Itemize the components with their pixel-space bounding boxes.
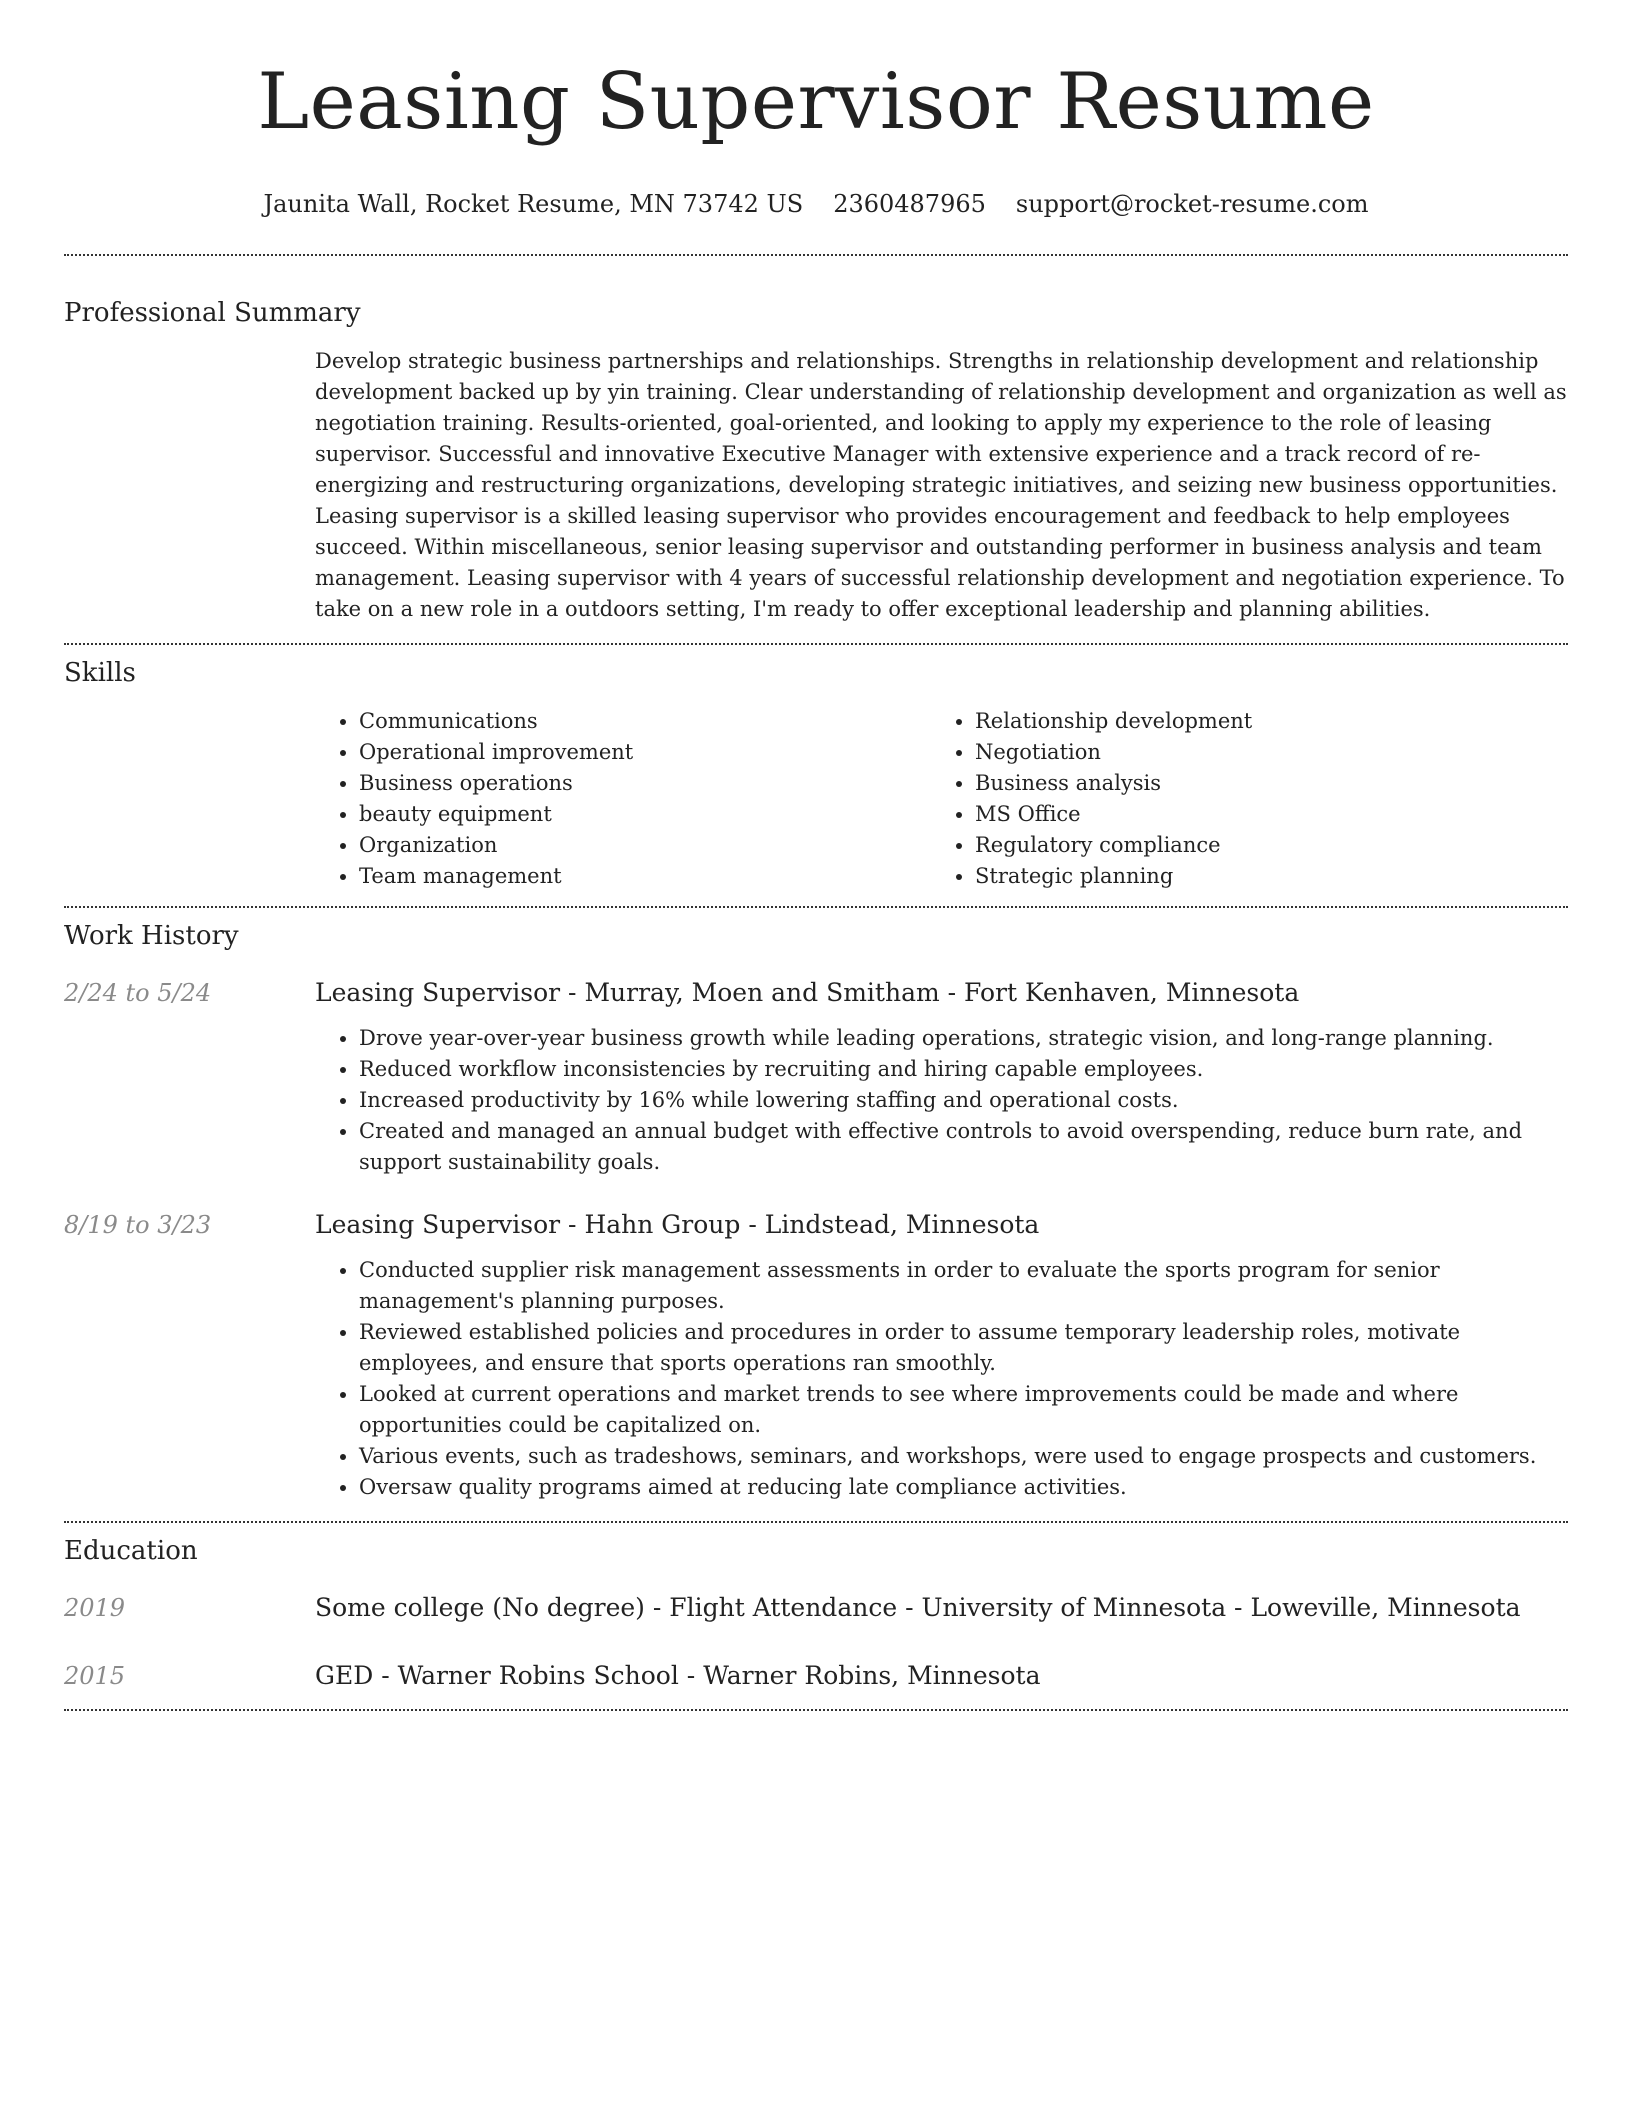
job-dates: 2/24 to 5/24 [64, 979, 212, 1007]
job-bullets [315, 1023, 1568, 1178]
job-entry [64, 1208, 1568, 1503]
job-header [64, 1208, 1568, 1242]
job-bullet: • Reviewed established policies and procedures in order to assume temporary leadership roles, motivate employees, and ensure that sports operations ran smoothly. [359, 1317, 1568, 1379]
skill-item: • Organization [359, 830, 931, 861]
education-section [64, 1534, 1568, 1693]
job-header [64, 976, 1568, 1010]
skill-item: • Operational improvement [359, 737, 931, 768]
job-bullet: • Conducted supplier risk management assessments in order to evaluate the sports program for senior management's planning purposes. [359, 1255, 1568, 1317]
skill-item: • MS Office [975, 799, 1531, 830]
divider [64, 254, 1568, 256]
divider [64, 1521, 1568, 1523]
job-dates: 8/19 to 3/23 [64, 1211, 212, 1239]
skills-list-left [315, 706, 931, 892]
contact-address: Jaunita Wall, Rocket Resume, MN 73742 US [263, 190, 804, 218]
job-title: Leasing Supervisor - Hahn Group - Lindstead, Minnesota [315, 1210, 1040, 1239]
contact-line [64, 188, 1568, 220]
divider [64, 1709, 1568, 1711]
job-bullet: • Reduced workflow inconsistencies by recruiting and hiring capable employees. [359, 1054, 1568, 1085]
summary-section [64, 296, 1568, 625]
contact-email: support@rocket-resume.com [1015, 190, 1369, 218]
divider [64, 643, 1568, 645]
summary-heading: Professional Summary [64, 298, 361, 328]
job-bullet: • Oversaw quality programs aimed at reducing late compliance activities. [359, 1472, 1568, 1503]
skills-section [64, 656, 1568, 892]
job-bullet: • Various events, such as tradeshows, seminars, and workshops, were used to engage prospects and customers. [359, 1441, 1568, 1472]
skill-item: • Strategic planning [975, 861, 1531, 892]
education-entry [64, 1591, 1568, 1625]
work-section [64, 919, 1568, 1503]
job-entry [64, 976, 1568, 1178]
skills-grid [315, 706, 1568, 892]
job-title: Leasing Supervisor - Murray, Moen and Smitham - Fort Kenhaven, Minnesota [315, 978, 1300, 1007]
skill-item: • Relationship development [975, 706, 1531, 737]
skill-item: • Negotiation [975, 737, 1531, 768]
skill-item: • beauty equipment [359, 799, 931, 830]
skill-item: • Regulatory compliance [975, 830, 1531, 861]
education-title: GED - Warner Robins School - Warner Robins, Minnesota [315, 1661, 1041, 1690]
education-title: Some college (No degree) - Flight Attendance - University of Minnesota - Loweville, Minnesota [315, 1593, 1521, 1622]
work-heading: Work History [64, 921, 239, 951]
job-bullet: • Drove year-over-year business growth while leading operations, strategic vision, and long-range planning. [359, 1023, 1568, 1054]
job-bullet: • Created and managed an annual budget with effective controls to avoid overspending, reduce burn rate, and support sustainability goals. [359, 1116, 1568, 1178]
skill-item: • Business operations [359, 768, 931, 799]
skill-item: • Business analysis [975, 768, 1531, 799]
skill-item: • Communications [359, 706, 931, 737]
job-details [315, 1023, 1568, 1178]
job-details [315, 1255, 1568, 1503]
education-heading: Education [64, 1536, 198, 1566]
education-year: 2019 [64, 1594, 126, 1622]
job-bullet: • Increased productivity by 16% while lowering staffing and operational costs. [359, 1085, 1568, 1116]
summary-text: Develop strategic business partnerships and relationships. Strengths in relationship development and relationship development backed up by yin training. Clear understanding of relationship development and organization as well as negotiation training. Results-oriented, goal-oriented, and looking to apply my experience to the role of leasing supervisor. Successful and innovative Executive Manager with extensive experience and a track record of re-energizing and restructuring organizations, developing strategic initiatives, and seizing new business opportunities. Leasing supervisor is a skilled leasing supervisor who provides encouragement and feedback to help employees succeed. Within miscellaneous, senior leasing supervisor and outstanding performer in business analysis and team management. Leasing supervisor with 4 years of successful relationship development and negotiation experience. To take on a new role in a outdoors setting, I'm ready to offer exceptional leadership and planning abilities. [315, 349, 1567, 621]
skills-heading: Skills [64, 658, 136, 688]
contact-phone: 2360487965 [833, 190, 986, 218]
page-title: Leasing Supervisor Resume [257, 57, 1375, 147]
education-year: 2015 [64, 1662, 126, 1690]
skills-list-right [931, 706, 1531, 892]
job-bullets [315, 1255, 1568, 1503]
education-entry [64, 1659, 1568, 1693]
job-bullet: • Looked at current operations and market trends to see where improvements could be made and where opportunities could be capitalized on. [359, 1379, 1568, 1441]
divider [64, 906, 1568, 908]
summary-body [315, 346, 1568, 625]
skill-item: • Team management [359, 861, 931, 892]
